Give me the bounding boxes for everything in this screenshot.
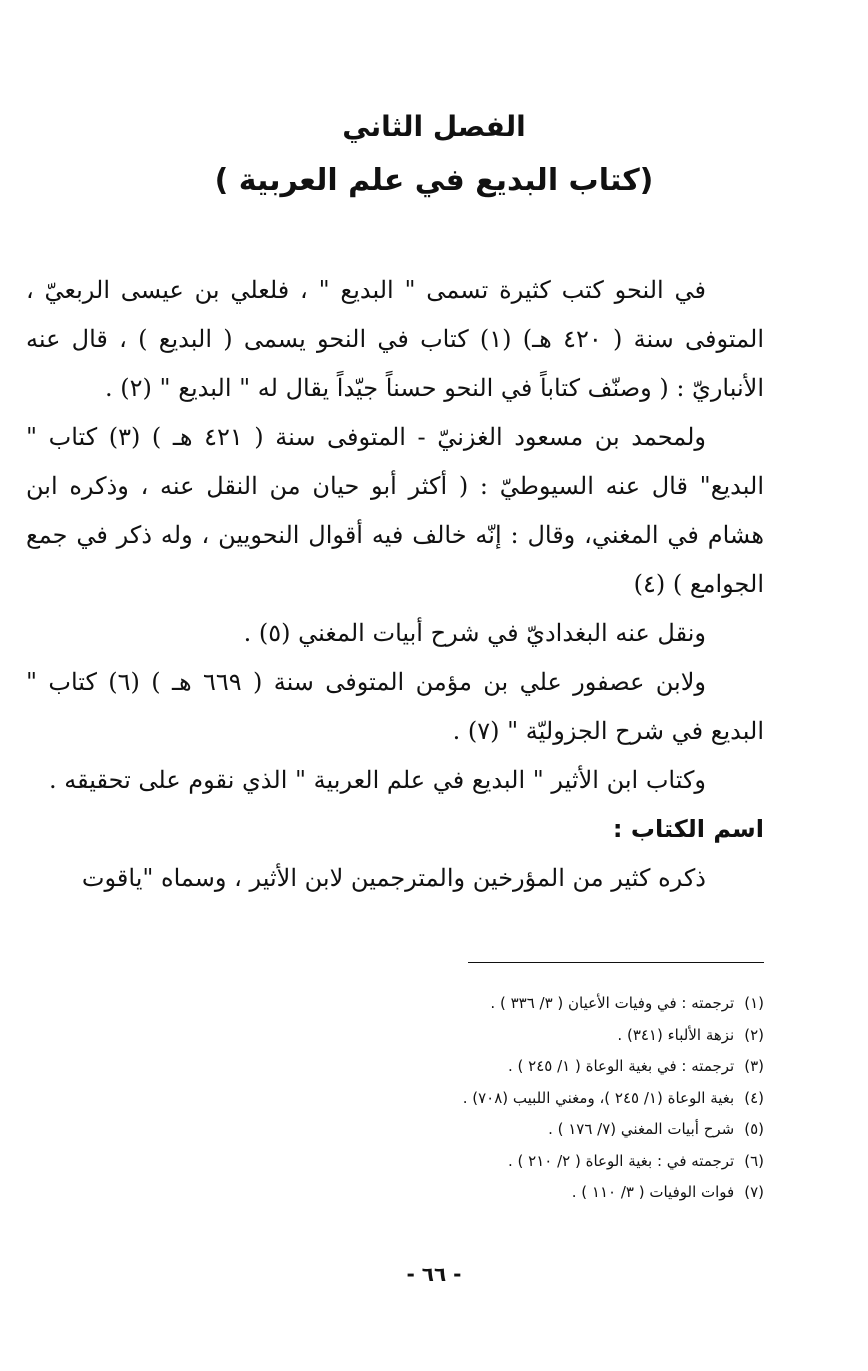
footnote-text: ترجمته : في وفيات الأعيان ( ٣/ ٣٣٦ ) . bbox=[490, 994, 735, 1012]
footnote-number: (٧) bbox=[744, 1183, 764, 1201]
footnote bbox=[264, 1114, 764, 1146]
footnote-text: نزهة الألباء (٣٤١) . bbox=[617, 1025, 735, 1044]
footnotes bbox=[264, 988, 764, 1209]
footnote-number: (٣) bbox=[744, 1057, 764, 1075]
footnote-text: ترجمته في : بغية الوعاة ( ٢/ ٢١٠ ) . bbox=[508, 1151, 735, 1170]
footnote bbox=[264, 988, 764, 1020]
chapter-title: الفصل الثاني bbox=[342, 110, 526, 143]
footnote-number: (٦) bbox=[744, 1151, 764, 1170]
paragraph: ولابن عصفور علي بن مؤمن المتوفى سنة ( ٦٦٩ هـ ) (٦) كتاب " البديع في شرح الجزوليّة " (٧) . bbox=[26, 668, 764, 745]
paragraph: وكتاب ابن الأثير " البديع في علم العربية " الذي نقوم على تحقيقه . bbox=[48, 766, 706, 794]
footnote-number: (١) bbox=[744, 994, 764, 1012]
paragraph: ذكره كثير من المؤرخين والمترجمين لابن الأثير ، وسماه "ياقوت bbox=[81, 864, 706, 892]
footnote-text: فوات الوفيات ( ٣/ ١١٠ ) . bbox=[571, 1183, 735, 1201]
chapter-subtitle: (كتاب البديع في علم العربية ) bbox=[214, 163, 654, 198]
footnote bbox=[264, 1083, 764, 1115]
main-text bbox=[26, 266, 764, 903]
footnote-number: (٤) bbox=[744, 1088, 764, 1107]
paragraph: في النحو كتب كثيرة تسمى " البديع " ، فلعلي بن عيسى الربعيّ ، المتوفى سنة ( ٤٢٠ هـ) (١) كتاب في النحو يسمى ( البديع ) ، قال عنه الأنباريّ : ( وصنّف كتاباً في النحو حسناً جيّداً يقال له " البديع " (٢) . bbox=[26, 276, 765, 402]
footnote-divider bbox=[468, 962, 764, 963]
page-number: - ٦٦ - bbox=[406, 1262, 462, 1286]
footnote bbox=[264, 1051, 764, 1083]
footnote-text: شرح أبيات المغني (٧/ ١٧٦ ) . bbox=[548, 1120, 735, 1138]
footnote bbox=[264, 1177, 764, 1209]
footnote bbox=[264, 1146, 764, 1178]
footnote bbox=[264, 1020, 764, 1052]
footnote-number: (٥) bbox=[744, 1120, 764, 1138]
paragraph: ونقل عنه البغداديّ في شرح أبيات المغني (٥) . bbox=[243, 619, 706, 647]
footnote-number: (٢) bbox=[744, 1025, 764, 1044]
section-heading: اسم الكتاب : bbox=[612, 815, 764, 843]
footnote-text: بغية الوعاة (١/ ٢٤٥ )، ومغني اللبيب (٧٠٨) . bbox=[462, 1088, 735, 1107]
paragraph: ولمحمد بن مسعود الغزنيّ - المتوفى سنة ( ٤٢١ هـ ) (٣) كتاب " البديع" قال عنه السيوطيّ : ( أكثر أبو حيان من النقل عنه ، وذكره ابن هشام في المغني، وقال : إنّه خالف فيه أقوال النحويين ، وله ذكر في جمع الجوامع ) (٤) bbox=[26, 423, 764, 598]
footnote-text: ترجمته : في بغية الوعاة ( ١/ ٢٤٥ ) . bbox=[508, 1057, 735, 1075]
